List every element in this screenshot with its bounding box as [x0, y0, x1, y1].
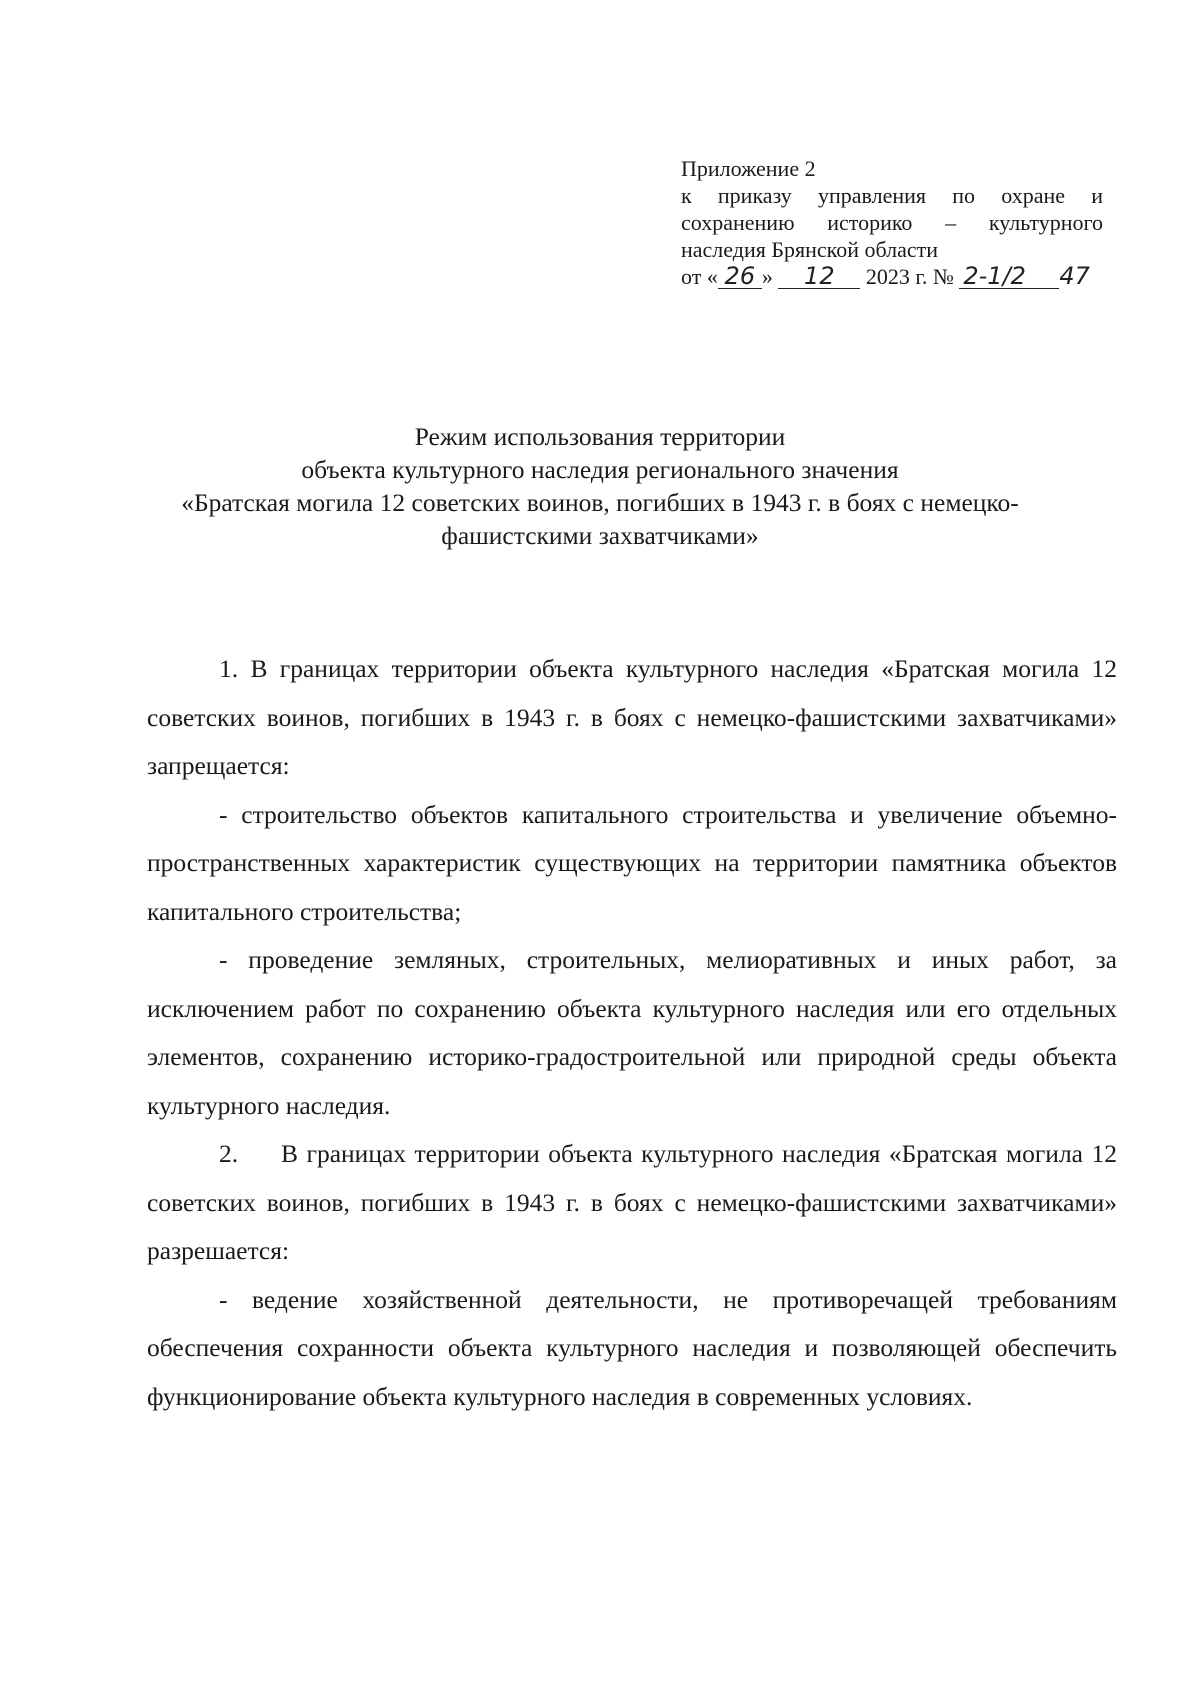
date-year: 2023 г. №: [865, 264, 954, 289]
handwritten-day: 26: [718, 264, 762, 289]
paragraph-permissions-text: В границах территории объекта культурного наследия «Братская могила 12 советских воинов, погибших в 1943 г. в боях с немецко-фашистскими захватчиками» разрешается:: [147, 1139, 1117, 1265]
title-line-2: объекта культурного наследия регионального значения: [301, 455, 899, 484]
handwritten-month: 12: [778, 264, 860, 289]
handwritten-order-number-tail: 47: [1059, 262, 1090, 290]
appendix-order-line-2: сохранению историко – культурного: [681, 210, 1103, 235]
appendix-order-line-3: наследия Брянской области: [681, 237, 939, 262]
title-line-4: фашистскими захватчиками»: [441, 521, 759, 550]
handwritten-order-number: 2-1/2: [959, 264, 1059, 289]
paragraph-permission-economic: - ведение хозяйственной деятельности, не противоречащей требованиям обеспечения сохранности объекта культурного наследия и позволяющей обеспечить функционирование объекта культурного наследия в современных условиях.: [147, 1284, 1117, 1411]
document-body: [147, 645, 1117, 1421]
paragraph-prohibition-construction: - строительство объектов капитального строительства и увеличение объемно-пространственных характеристик существующих на территории памятника объектов капитального строительства;: [147, 799, 1117, 926]
appendix-order-line-1: к приказу управления по охране и: [681, 183, 1103, 208]
title-line-1: Режим использования территории: [414, 422, 786, 451]
paragraph-prohibitions: 1. В границах территории объекта культурного наследия «Братская могила 12 советских воинов, погибших в 1943 г. в боях с немецко-фашистскими захватчиками» запрещается:: [147, 654, 1117, 780]
appendix-label: Приложение 2: [681, 156, 816, 181]
paragraph-prohibition-works: - проведение земляных, строительных, мелиоративных и иных работ, за исключением работ по сохранению объекта культурного наследия или его отдельных элементов, сохранению историко-градостроительной или природной среды объекта культурного наследия.: [147, 945, 1117, 1120]
paragraph-permissions: [147, 1130, 1117, 1276]
paragraph-number: 2.: [219, 1139, 239, 1168]
date-prefix: от «: [681, 264, 718, 289]
title-line-3: «Братская могила 12 советских воинов, погибших в 1943 г. в боях с немецко-: [181, 488, 1019, 517]
appendix-header: [681, 155, 1103, 290]
date-mid: »: [761, 264, 773, 289]
appendix-date-line: [681, 263, 1103, 290]
document-title: [140, 420, 1060, 552]
